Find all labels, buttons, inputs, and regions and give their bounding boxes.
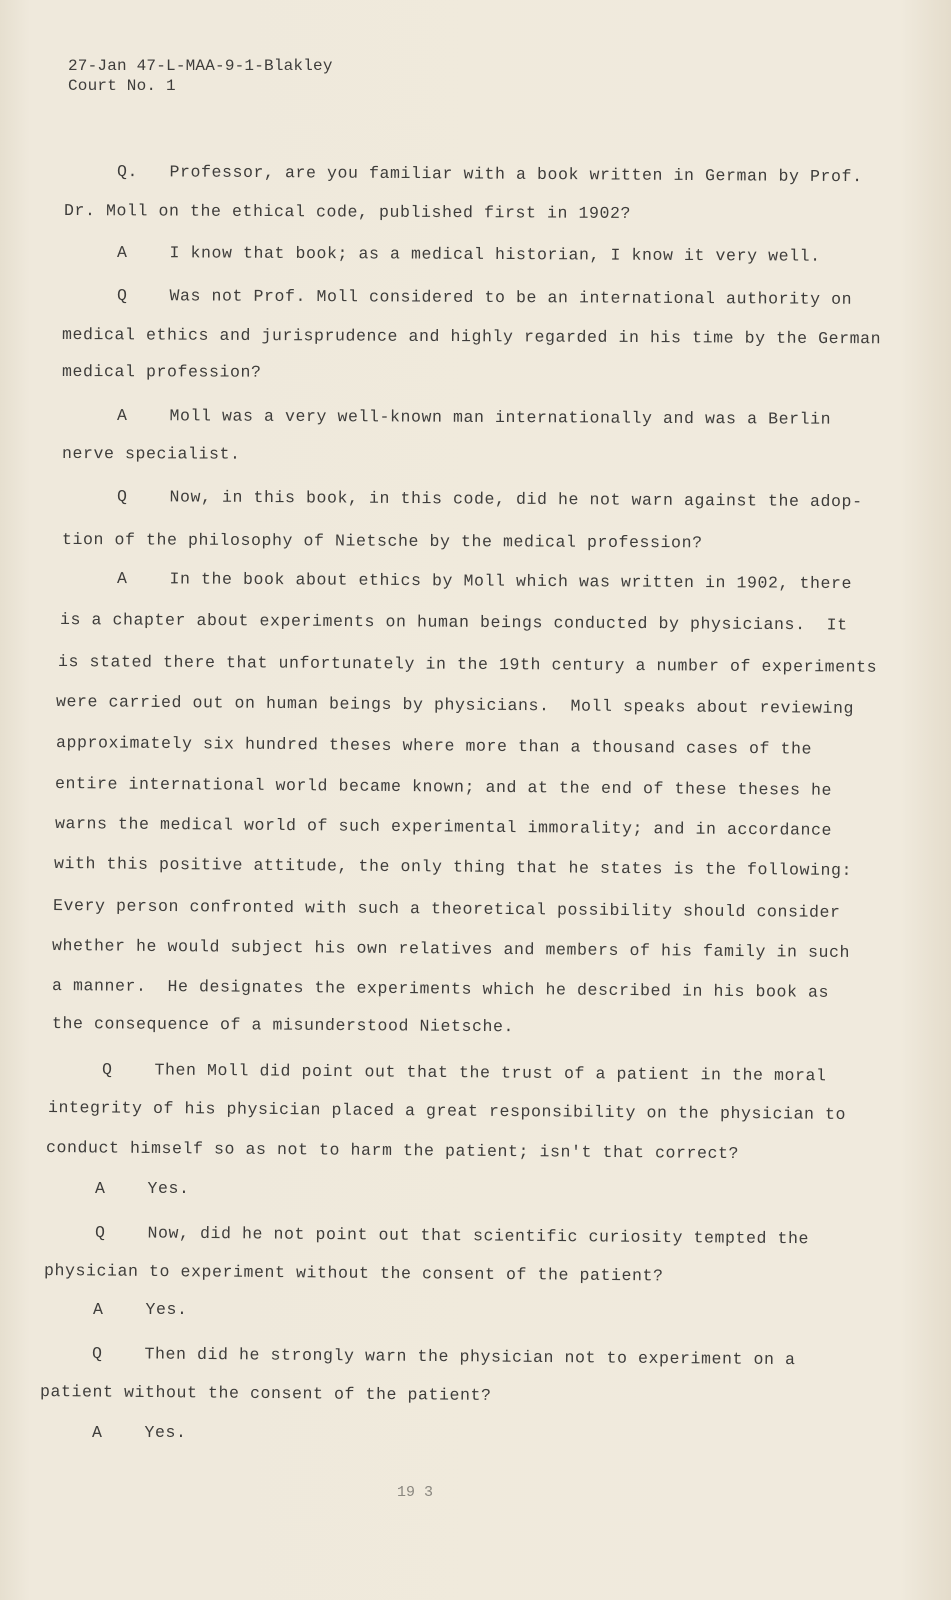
transcript-line: medical ethics and jurisprudence and highly regarded in his time by the German: [61, 325, 882, 349]
transcript-line: Q. Professor, are you familiar with a book written in German by Prof.: [116, 162, 863, 187]
transcript-line: Q Now, did he not point out that scientific curiosity tempted the: [94, 1223, 810, 1249]
transcript-line: approximately six hundred theses where more than a thousand cases of the: [55, 733, 813, 759]
transcript-line: conduct himself so as not to harm the patient; isn't that correct?: [45, 1138, 740, 1164]
transcript-line: a manner. He designates the experiments which he described in his book as: [51, 976, 830, 1002]
transcript-line: A Yes.: [95, 1179, 190, 1198]
transcript-line: patient without the consent of the patient?: [39, 1382, 492, 1405]
transcript-line: A Moll was a very well-known man internationally and was a Berlin: [116, 406, 832, 429]
header-reference: 27-Jan 47-L-MAA-9-1-Blakley: [68, 57, 333, 75]
transcript-line: is a chapter about experiments on human beings conducted by physicians. It: [59, 610, 848, 635]
transcript-line: A Yes.: [93, 1300, 188, 1319]
transcript-line: Q Then Moll did point out that the trust of a patient in the moral: [101, 1060, 827, 1086]
transcript-line: A Yes.: [92, 1423, 187, 1442]
transcript-line: warns the medical world of such experimental immorality; and in accordance: [54, 814, 833, 840]
transcript-line: the consequence of a misunderstood Nietsche.: [51, 1014, 515, 1037]
transcript-line: A I know that book; as a medical historian, I know it very well.: [116, 243, 821, 266]
transcript-line: entire international world became known; and at the end of these theses he: [54, 774, 833, 800]
page-number: 19 3: [397, 1484, 434, 1501]
transcript-line: nerve specialist.: [61, 444, 241, 464]
transcript-line: Q Then did he strongly warn the physician not to experiment on a: [91, 1344, 796, 1370]
transcript-line: with this positive attitude, the only thing that he states is the following:: [53, 854, 853, 880]
transcript-line: were carried out on human beings by physicians. Moll speaks about reviewing: [55, 692, 855, 718]
transcript-line: A In the book about ethics by Moll which was written in 1902, there: [116, 569, 853, 594]
transcript-line: Q Was not Prof. Moll considered to be an international authority on: [116, 286, 853, 309]
transcript-line: is stated there that unfortunately in the 19th century a number of experiments: [57, 652, 878, 677]
transcript-line: Dr. Moll on the ethical code, published first in 1902?: [63, 201, 632, 223]
transcript-line: Q Now, in this book, in this code, did he not warn against the adop-: [116, 487, 863, 512]
transcript-line: Every person confronted with such a theoretical possibility should consider: [52, 896, 841, 922]
transcript-line: tion of the philosophy of Nietsche by the medical profession?: [61, 530, 703, 553]
transcript-line: medical profession?: [61, 362, 262, 382]
header-court: Court No. 1: [68, 77, 176, 95]
transcript-line: whether he would subject his own relatives and members of his family in such: [51, 936, 851, 962]
transcript-line: integrity of his physician placed a great responsibility on the physician to: [47, 1098, 847, 1124]
transcript-line: physician to experiment without the consent of the patient?: [43, 1261, 664, 1286]
